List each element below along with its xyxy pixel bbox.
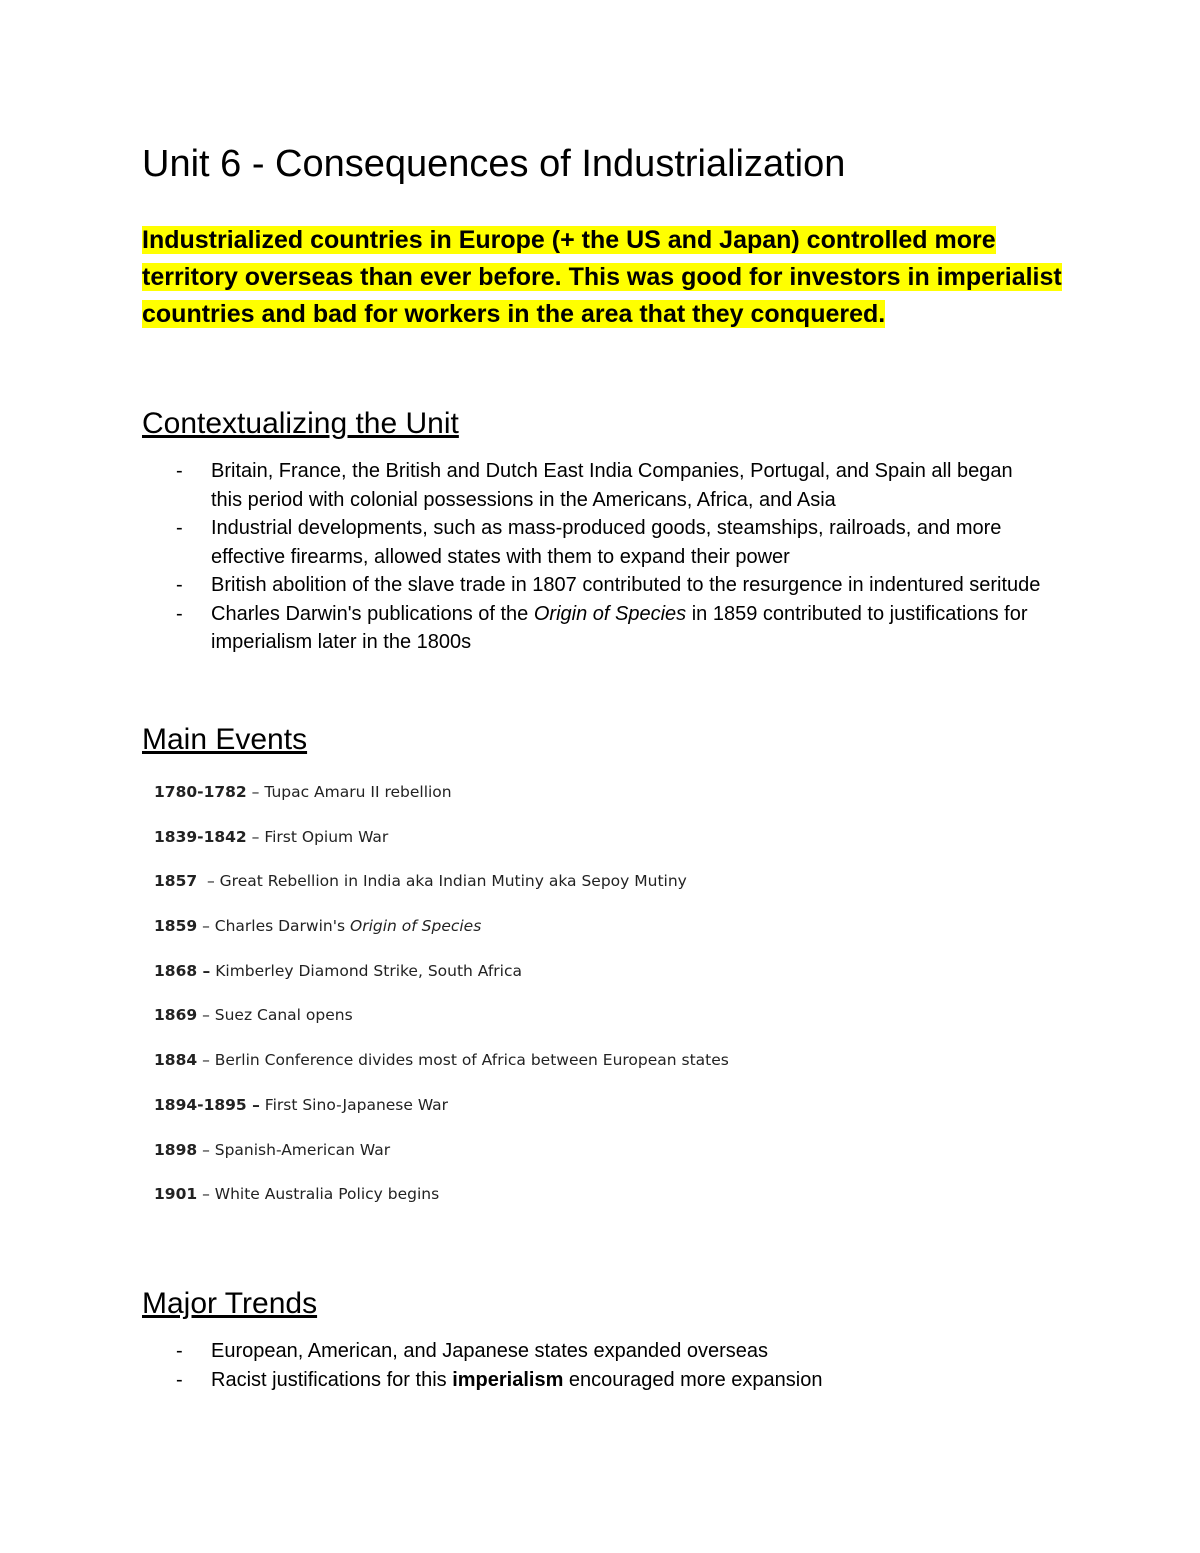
list-item-text: Britain, France, the British and Dutch East India Companies, Portugal, and Spain all began this period with colonial possessions in the Americans, Africa, and Asia <box>211 460 1013 511</box>
events-list <box>146 772 766 1219</box>
event-year: 1894-1895 – <box>154 1095 260 1114</box>
event-separator: – <box>246 827 265 846</box>
list-item <box>142 457 1042 514</box>
event-item <box>146 1174 766 1219</box>
context-list <box>142 457 1042 657</box>
event-text: First Sino-Japanese War <box>264 1095 449 1114</box>
event-year: 1839-1842 <box>154 827 247 846</box>
heading-major-trends: Major Trends <box>142 1287 318 1320</box>
event-separator: – <box>197 872 220 891</box>
event-text: Charles Darwin's <box>214 917 350 936</box>
event-text: Kimberley Diamond Strike, South Africa <box>215 961 522 980</box>
list-item-text: European, American, and Japanese states expanded overseas <box>211 1340 769 1362</box>
list-item <box>142 1337 1042 1366</box>
list-item-text: Industrial developments, such as mass-produced goods, steamships, railroads, and more effective firearms, allowed states with them to expand their power <box>211 517 1002 568</box>
event-separator: – <box>197 1185 215 1204</box>
heading-context: Contextualizing the Unit <box>142 407 459 440</box>
dash-bullet: - <box>176 1340 183 1362</box>
event-item <box>146 1085 766 1130</box>
event-separator: – <box>246 783 265 801</box>
event-item <box>146 1040 766 1085</box>
event-separator: – <box>197 1051 215 1070</box>
dash-bullet: - <box>176 517 183 539</box>
summary-paragraph <box>142 222 1082 333</box>
list-item-text: in 1859 contributed to justifications for imperialism later in the 1800s <box>211 602 1028 653</box>
event-text: Suez Canal opens <box>214 1006 353 1025</box>
page-title: Unit 6 - Consequences of Industrialization <box>142 143 846 185</box>
bold-term: imperialism <box>452 1368 564 1391</box>
event-item <box>146 772 766 817</box>
list-item-text: Racist justifications for this <box>211 1368 453 1391</box>
heading-main-events: Main Events <box>142 723 308 756</box>
list-item-text: encouraged more expansion <box>563 1368 823 1391</box>
event-year: 1901 <box>154 1185 198 1204</box>
event-italic: Origin of Species <box>350 917 482 936</box>
list-item-text: British abolition of the slave trade in 1807 contributed to the resurgence in indentured seritude <box>211 574 1041 596</box>
event-separator: – <box>197 917 215 936</box>
event-text: Spanish-American War <box>214 1140 391 1159</box>
dash-bullet: - <box>176 460 183 482</box>
event-item <box>146 861 766 906</box>
list-item <box>142 571 1042 600</box>
list-item <box>142 1366 1042 1395</box>
event-year: 1868 – <box>154 961 211 980</box>
summary-highlight: Industrialized countries in Europe (+ the US and Japan) controlled more territory overseas than ever before. This was good for investors in imperialist countries and bad for workers in the area that they conquered. <box>142 226 1062 328</box>
event-item <box>146 1130 766 1175</box>
book-title: Origin of Species <box>533 602 687 625</box>
event-item <box>146 817 766 862</box>
event-separator: – <box>197 1140 215 1159</box>
event-item <box>146 951 766 996</box>
event-text: Great Rebellion in India aka Indian Mutiny aka Sepoy Mutiny <box>219 872 687 891</box>
dash-bullet: - <box>176 574 183 596</box>
event-text: White Australia Policy begins <box>214 1185 440 1204</box>
event-year: 1869 <box>154 1006 198 1025</box>
event-year: 1857 <box>154 872 198 891</box>
event-separator: – <box>197 1006 215 1025</box>
event-text: Berlin Conference divides most of Africa between European states <box>214 1051 729 1070</box>
event-year: 1884 <box>154 1051 198 1070</box>
event-year: 1898 <box>154 1140 198 1159</box>
list-item <box>142 600 1042 657</box>
event-year: 1780-1782 <box>154 783 247 801</box>
dash-bullet: - <box>176 602 183 625</box>
event-text: First Opium War <box>264 827 389 846</box>
event-year: 1859 <box>154 917 198 936</box>
list-item-text: Charles Darwin's publications of the <box>211 602 534 625</box>
trends-list <box>142 1337 1042 1394</box>
dash-bullet: - <box>176 1368 183 1391</box>
event-item <box>146 995 766 1040</box>
event-text: Tupac Amaru II rebellion <box>264 783 452 801</box>
event-item <box>146 906 766 951</box>
list-item <box>142 514 1042 571</box>
